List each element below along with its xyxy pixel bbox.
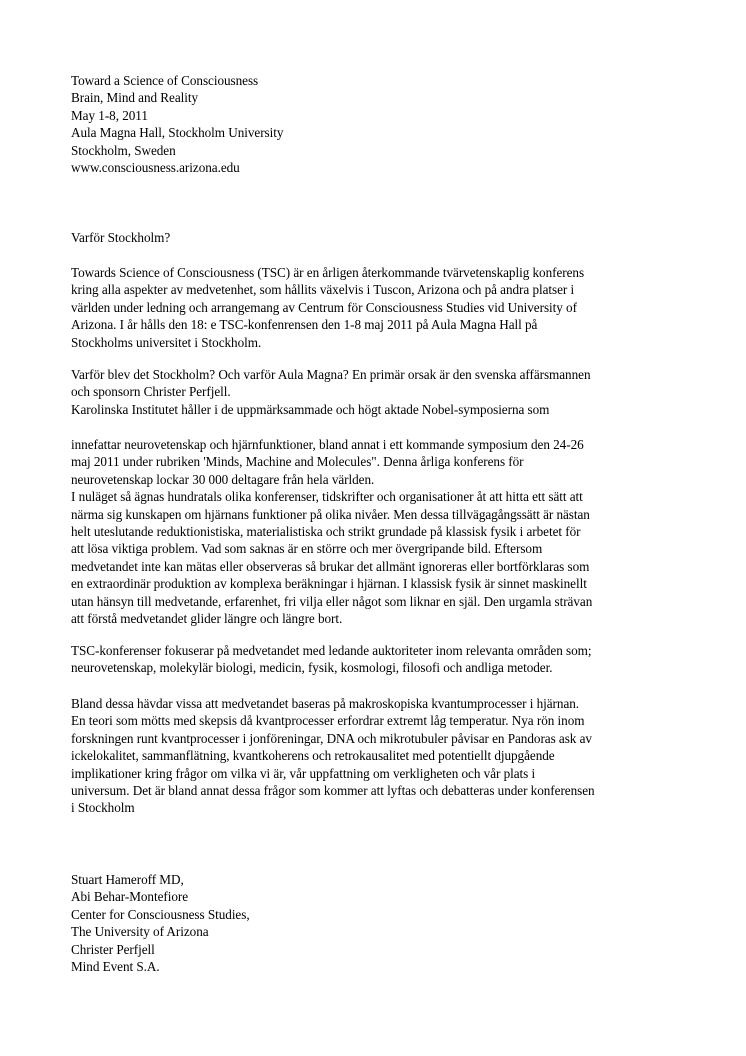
paragraph-intro: Towards Science of Consciousness (TSC) är en årligen återkommande tvärvetenskaplig konferens kring alla aspekter av medvetenhet, som hållits växelvis i Tuscon, Arizona och på andra platser i världen under ledning och arrangemang av Centrum för Consciousness Studies vid University of Arizona. I år hålls den 18: e TSC-konfenrensen den 1-8 maj 2011 på Aula Magna Hall på Stockholms universitet i Stockholm.	[71, 265, 585, 350]
paragraph-neuroscience: innefattar neurovetenskap och hjärnfunktioner, bland annat i ett kommande symposium den 24-26 maj 2011 under rubriken 'Minds, Machine and Molecules". Denna årliga konferens för neurovetenskap lockar 30 000 deltagare från hela världen. I nuläget så ägnas hundratals olika konferenser, tidskrifter och organisationer åt att hitta ett sätt att närma sig kunskapen om hjärnans funktioner på olika nivåer. Men dessa tillvägagångssätt är nästan helt uteslutande reduktionistiska, materialistiska och strikt grundade på klassisk fysik i arbetet för att lösa viktiga problem. Vad som saknas är en större och mer övergripande bild. Eftersom medvetandet inte kan mätas eller observeras så brukar det allmänt ignoreras eller bortförklaras som en extraordinär produktion av komplexa beräkningar i hjärnan. I klassisk fysik är sinnet maskinellt utan hänsyn till medvetande, erfarenhet, fri vilja eller något som liknar en själ. Den urgamla strävan att förstå medvetandet glider längre och längre bort.	[71, 437, 593, 627]
paragraph-quantum: Bland dessa hävdar vissa att medvetandet baseras på makroskopiska kvantumprocesser i hjärnan. En teori som mötts med skepsis då kvantprocesser erfordrar extremt låg temperatur. Nya rön inom forskningen runt kvantprocesser i jonföreningar, DNA och mikrotubuler påvisar en Pandoras ask av ickelokalitet, sammanflätning, kvantkoherens och retrokausalitet med potentiellt djupgående implikationer kring frågor om vilka vi är, vår uppfattning om verkligheten och vår plats i universum. Det är bland annat dessa frågor som kommer att lyftas och debatteras under konferensen i Stockholm	[71, 696, 595, 816]
paragraph-why-stockholm: Varför blev det Stockholm? Och varför Aula Magna? En primär orsak är den svenska affärsmannen och sponsorn Christer Perfjell. Karolinska Institutet håller i de uppmärksammade och högt aktade Nobel-symposierna som	[71, 367, 591, 417]
signature-block: Stuart Hameroff MD, Abi Behar-Montefiore Center for Consciousness Studies, The University of Arizona Christer Perfjell Mind Event S.A.	[71, 872, 250, 975]
conference-header: Toward a Science of Consciousness Brain, Mind and Reality May 1-8, 2011 Aula Magna Hall, Stockholm University Stockholm, Sweden www.consciousness.arizona.edu	[71, 73, 284, 176]
paragraph-tsc-focus: TSC-konferenser fokuserar på medvetandet med ledande auktoriteter inom relevanta områden som; neurovetenskap, molekylär biologi, medicin, fysik, kosmologi, filosofi och andliga metoder.	[71, 643, 592, 676]
section-heading: Varför Stockholm?	[71, 230, 171, 245]
